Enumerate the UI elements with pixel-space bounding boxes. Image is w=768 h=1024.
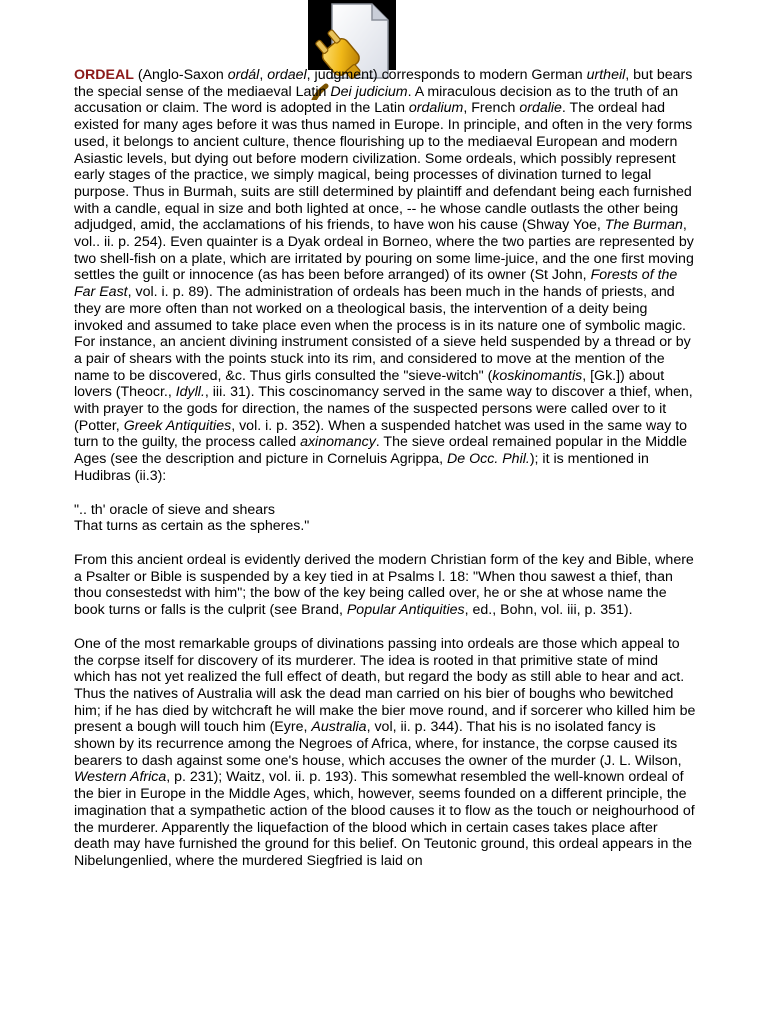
paragraph-3	[74, 636, 696, 870]
text-run: From this ancient ordeal is evidently derived the modern Christian form of the key and Bible, where a Psalter or Bible is suspended by a key tied in at Psalms l. 18: "When thou sawest a thief, than thou consestedst with him"; the bow of the key being called over, he or she at whose name the book turns or falls is the culprit (see Brand,	[74, 551, 694, 619]
paragraph-2	[74, 552, 696, 619]
italic-citation: The Burman	[604, 217, 683, 234]
quote-line-2: That turns as certain as the spheres."	[74, 518, 310, 535]
italic-citation: ordalium	[408, 100, 464, 117]
text-run: , but bears the special sense of the mediaeval Latin	[74, 67, 693, 100]
italic-citation: koskinomantis	[492, 367, 583, 384]
text-run: , ed., Bohn, vol. iii, p. 351).	[464, 602, 633, 619]
text-run: , vol, ii. p. 344). That his is no isolated fancy is shown by its recurrence among the Negroes of Africa, where, for instance, the corpse caused its bearers to dash against some one's house, which accuses the owner of the murder (J. L. Wilson,	[74, 719, 682, 769]
headword-ordeal: ORDEAL	[74, 67, 134, 83]
text-run: . The ordeal had existed for many ages before it was thus named in Europe. In principle, and often in the very forms used, it belongs to ancient culture, thence flourishing up to the mediaeval European and modern Asiastic levels, but dying out before modern civilization. Some ordeals, which possibly represent early stages of the practice, we simply magical, being processes of divination turned to legal purpose. Thus in Burmah, suits are still determined by plaintiff and defendant being each furnished with a candle, equal in size and both lighted at once, -- he whose candle outlasts the other being adjudged, amid, the acclamations of his friends, to have won his cause (Shway Yoe,	[74, 100, 693, 234]
italic-citation: ordál	[227, 67, 260, 83]
text-run: , judgment) corresponds to modern German	[306, 67, 587, 83]
quote-line-1: ".. th' oracle of sieve and shears	[74, 501, 275, 518]
text-run: . The sieve ordeal remained popular in the Middle Ages (see the description and picture in Corneluis Agrippa,	[74, 434, 688, 468]
text-run: , French	[463, 100, 520, 117]
text-run: , iii. 31). This coscinomancy served in the same way to discover a thief, when, with prayer to the gods for direction, the names of the suspected persons were called over to it (Potter,	[74, 384, 693, 434]
italic-citation: De Occ. Phil.	[447, 451, 530, 468]
italic-citation: axinomancy	[300, 434, 376, 451]
text-run: ,	[259, 67, 268, 83]
paragraph-1-body	[74, 67, 694, 484]
italic-citation: urtheil	[586, 67, 626, 83]
hudibras-quote	[74, 502, 696, 535]
italic-citation: ordalie	[519, 100, 562, 117]
text-run: , vol. i. p. 352). When a suspended hatchet was used in the same way to turn to the guilty, the process called	[74, 417, 688, 451]
paragraph-1	[74, 67, 696, 485]
italic-citation: Greek Antiquities	[123, 417, 232, 434]
text-run: One of the most remarkable groups of divinations passing into ordeals are those which appeal to the corpse itself for discovery of its murderer. The idea is rooted in that primitive state of mind which has not yet realized the full effect of death, but regard the body as still able to hear and act. Thus the natives of Australia will ask the dead man carried on his bier of boughs who bewitched him; if he has died by witchcraft he will make the bier move round, and if sorcerer who killed him be present a bough will touch him (Eyre,	[74, 635, 696, 736]
text-run: , vol. i. p. 89). The administration of ordeals has been much in the hands of priests, and they are more often than not worked on a theological basis, the intervention of a deity being invoked and assumed to take place even when the process is in its nature one of symbolic magic. For instance, an ancient divining instrument consisted of a sieve held suspended by a thread or by a pair of shears with the points stuck into its rim, and considered to move at the mention of the name to be discovered, &c. Thus girls consulted the "sieve-witch" (	[74, 284, 691, 384]
text-run: , vol.. ii. p. 254). Even quainter is a Dyak ordeal in Borneo, where the two parties are represented by two shell-fish on a plate, which are irritated by pouring on some lime-juice, and the one first moving settles the guilt or innocence (as has been before arranged) of its owner (St John,	[74, 217, 694, 284]
text-run: (Anglo-Saxon	[133, 67, 228, 83]
italic-citation: ordael	[267, 67, 307, 83]
text-run: ); it is mentioned in Hudibras (ii.3):	[74, 451, 649, 484]
italic-citation: Australia	[311, 719, 367, 736]
article-body	[74, 67, 696, 887]
italic-citation: Idyll.	[175, 384, 205, 401]
text-run: , [Gk.]) about lovers (Theocr.,	[74, 367, 665, 401]
italic-citation: Popular Antiquities	[346, 602, 465, 619]
text-run: , p. 231); Waitz, vol. ii. p. 193). This somewhat resembled the well-known ordeal of the bier in Europe in the Middle Ages, which, however, seems founded on a different principle, the imagination that a sympathetic action of the blood causes it to flow as the touch or neighourhood of the murderer. Apparently the liquefaction of the blood which in certain cases takes place after death may have furnished the ground for this belief. On Teutonic ground, this ordeal appears in the Nibelungenlied, where the murdered Siegfried is laid on	[74, 769, 695, 869]
italic-citation: Dei judicium	[330, 83, 408, 100]
italic-citation: Forests of the Far East	[74, 267, 678, 301]
text-run: . A miraculous decision as to the truth of an accusation or claim. The word is adopted in the Latin	[74, 83, 679, 117]
italic-citation: Western Africa	[74, 769, 167, 786]
